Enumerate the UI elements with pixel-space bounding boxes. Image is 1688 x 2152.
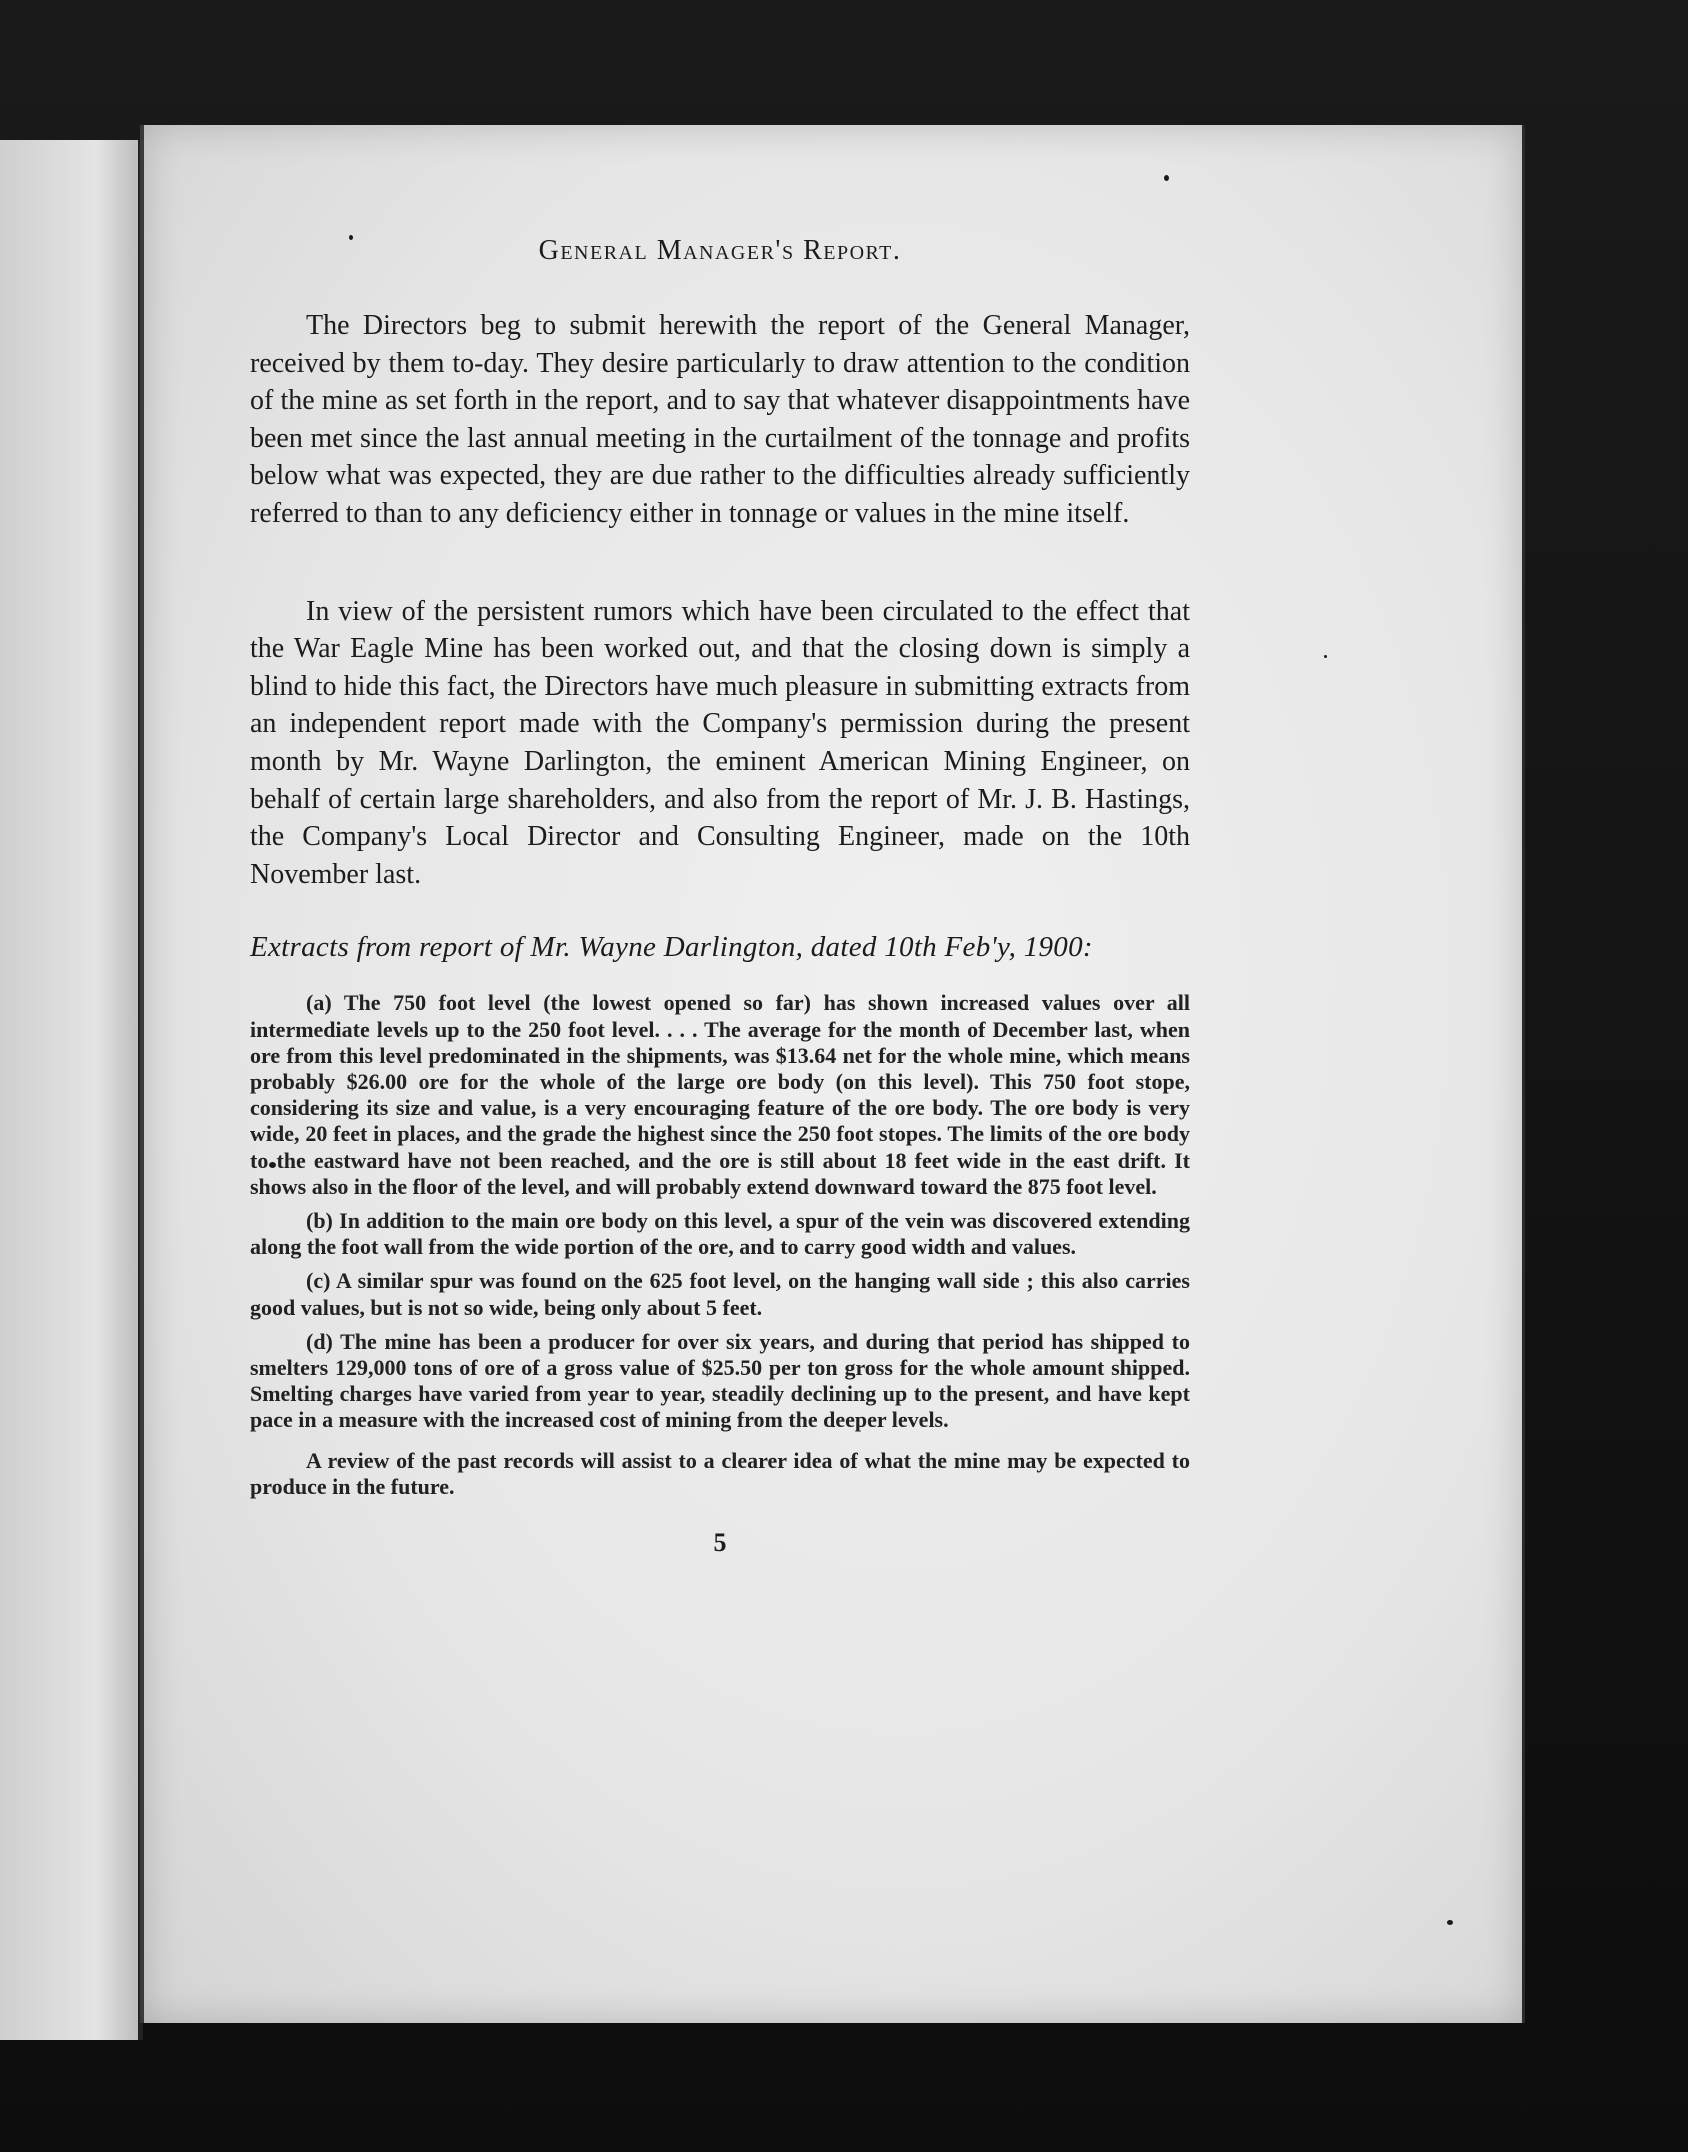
rumors-paragraph: In view of the persistent rumors which have been circulated to the effect that the War Eagle Mine has been worked out, and that the closing down is simply a blind to hide this fact, the Directors have much pleasure in submitting extracts from an independent report made with the Company's permission during the present month by Mr. Wayne Darlington, the eminent American Mining Engineer, on behalf of certain large shareholders, and also from the report of Mr. J. B. Hastings, the Company's Local Director and Consulting Engineer, made on the 10th November last.: [250, 595, 1190, 890]
extract-b: (b) In addition to the main ore body on this level, a spur of the vein was discovered extending along the foot wall from the wide portion of the ore, and to carry good width and values.: [250, 1207, 1190, 1260]
ink-speck: [1164, 175, 1169, 181]
extracts-heading: Extracts from report of Mr. Wayne Darlington, dated 10th Feb'y, 1900:: [250, 931, 1093, 964]
document-content: [250, 235, 1190, 1558]
extract-d: (d) The mine has been a producer for over six years, and during that period has shipped to smelters 129,000 tons of ore of a gross value of $25.50 per ton gross for the whole amount shipped. Smelting charges have varied from year to year, steadily declining up to the present, and have kept pace in a measure with the increased cost of mining from the deeper levels.: [250, 1328, 1190, 1433]
report-title: General Manager's Report.: [538, 235, 902, 266]
extract-a: (a) The 750 foot level (the lowest opened so far) has shown increased values over all intermediate levels up to the 250 foot level. . . . The average for the month of December last, when ore from this level predominated in the shipments, was $13.64 net for the whole mine, which means probably $26.00 ore for the whole of the large ore body (on this level). This 750 foot stope, considering its size and value, is a very encouraging feature of the ore body. The ore body is very wide, 20 feet in places, and the grade the highest since the 250 foot stopes. The limits of the ore body to the eastward have not been reached, and the ore is still about 18 feet wide in the east drift. It shows also in the floor of the level, and will probably extend downward toward the 875 foot level.: [250, 990, 1190, 1199]
ink-speck: [1447, 1920, 1453, 1925]
extract-review: A review of the past records will assist to a clearer idea of what the mine may be expected to produce in the future.: [250, 1447, 1190, 1499]
extract-c: (c) A similar spur was found on the 625 foot level, on the hanging wall side ; this also carries good values, but is not so wide, being only about 5 feet.: [250, 1268, 1190, 1320]
facing-page-edge: [0, 140, 143, 2040]
ink-speck: [1324, 655, 1327, 658]
intro-paragraph: The Directors beg to submit herewith the report of the General Manager, received by them to-day. They desire particularly to draw attention to the condition of the mine as set forth in the report, and to say that whatever disappointments have been met since the last annual meeting in the curtailment of the tonnage and profits below what was expected, they are due rather to the difficulties already sufficiently referred to than to any deficiency either in tonnage or values in the mine itself.: [250, 310, 1190, 529]
page-number: 5: [713, 1527, 727, 1557]
